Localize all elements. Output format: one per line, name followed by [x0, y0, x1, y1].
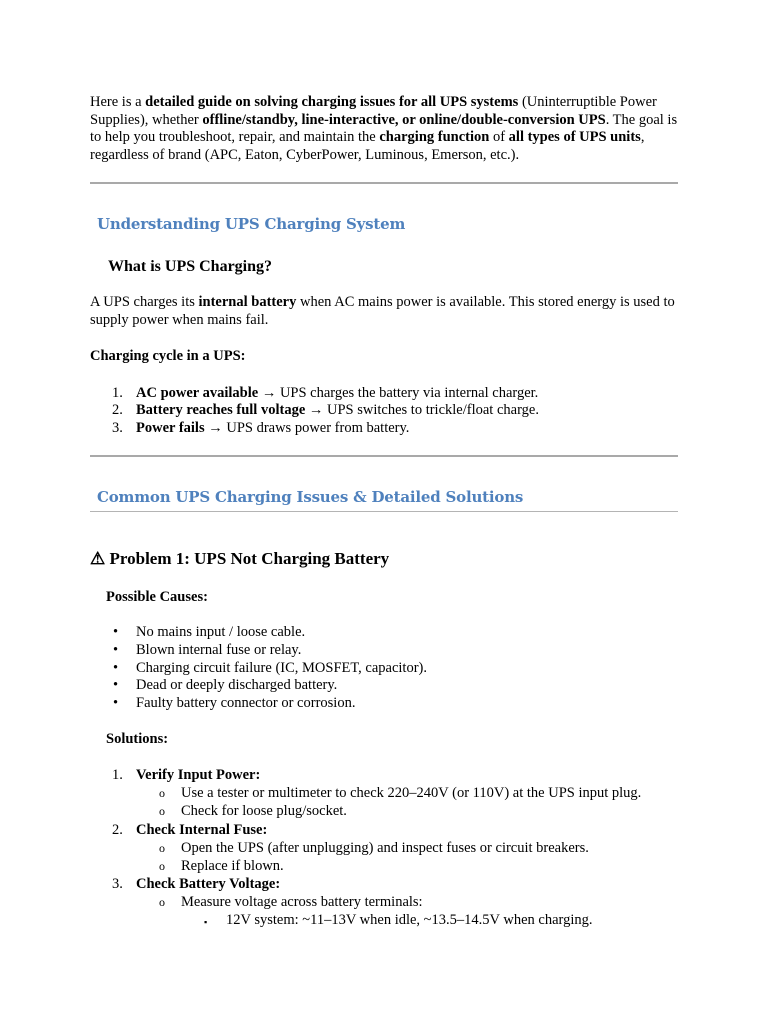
ups-charging-paragraph: A UPS charges its internal battery when AC mains power is available. This stored energy is used to supply power when mains fail. [90, 294, 675, 328]
subheading-what-is-ups-charging: What is UPS Charging? [108, 258, 273, 275]
intro-paragraph: Here is a detailed guide on solving charging issues for all UPS systems (Uninterruptible Power Supplies), whether offline/standby, line-interactive, or online/double-conversion UPS. The goal is to help you troubleshoot, repair, and maintain the charging function of all types of UPS units, regardless of brand (APC, Eaton, CyberPower, Luminous, Emerson, etc.). [90, 94, 678, 163]
bullet-icon: • [113, 642, 119, 658]
section-heading-understanding: Understanding UPS Charging System [97, 215, 406, 233]
bullet-icon: • [113, 624, 119, 640]
arrow-right-icon: → [208, 420, 223, 436]
possible-causes-label: Possible Causes: [106, 589, 208, 605]
heading-underline [90, 511, 678, 512]
document-page: Here is a detailed guide on solving charging issues for all UPS systems (Uninterruptible Power Supplies), whether offline/standby, line-interactive, or online/double-conversion UPS. The goal is to help you troubleshoot, repair, and maintain the charging function of all types of UPS units, regardless of brand (APC, Eaton, CyberPower, Luminous, Emerson, etc.). Understanding UPS Charging System What is UPS Charging? A UPS charges its internal battery when AC mains power is available. This stored energy is used to supply power when mains fail. Charging cycle in a UPS: 1. AC power available → UPS charges the battery via internal charger. 2. Battery reaches full voltage → UPS switches to trickle/float charge. 3. Power fails → UPS draws power from battery. Common UPS Charging Issues & Detailed Solutions ⚠ Problem 1: UPS Not Charging Battery Possible Causes: • No mains input / loose cable. • Blown internal fuse or relay. • Charging circuit failure (IC, MOSFET, capacitor). • Dead or deeply discharged battery. • Faulty battery connector or corrosion. Solutions: 1. Verify Input Power: o Use a tester or multimeter to check 220–240V (or 110V) at the UPS input plug. o Check for loose plug/socket. 2. Check Internal Fuse: o Open the UPS (after unplugging) and inspect fuses or circuit breakers. o Replace if blown. 3. Check Battery Voltage: o Measure voltage across battery terminals: ▪ 12V system: ~11–13V when idle, ~13.5–14.5V when charging. [0, 0, 768, 1024]
horizontal-rule [90, 182, 678, 184]
section-heading-common-issues: Common UPS Charging Issues & Detailed Solutions [97, 488, 524, 506]
solutions-label: Solutions: [106, 731, 169, 747]
circle-bullet-icon: o [159, 841, 165, 855]
square-bullet-icon: ▪ [204, 917, 208, 927]
arrow-right-icon: → [261, 385, 277, 401]
bullet-icon: • [113, 677, 119, 693]
bullet-icon: • [113, 695, 119, 711]
circle-bullet-icon: o [159, 859, 165, 873]
horizontal-rule [90, 455, 678, 457]
arrow-right-icon: → [308, 402, 324, 418]
charging-cycle-label: Charging cycle in a UPS: [90, 348, 246, 364]
problem-1-title: ⚠ Problem 1: UPS Not Charging Battery [90, 549, 390, 568]
circle-bullet-icon: o [159, 895, 165, 909]
circle-bullet-icon: o [159, 804, 165, 818]
circle-bullet-icon: o [159, 786, 165, 800]
bullet-icon: • [113, 660, 119, 676]
